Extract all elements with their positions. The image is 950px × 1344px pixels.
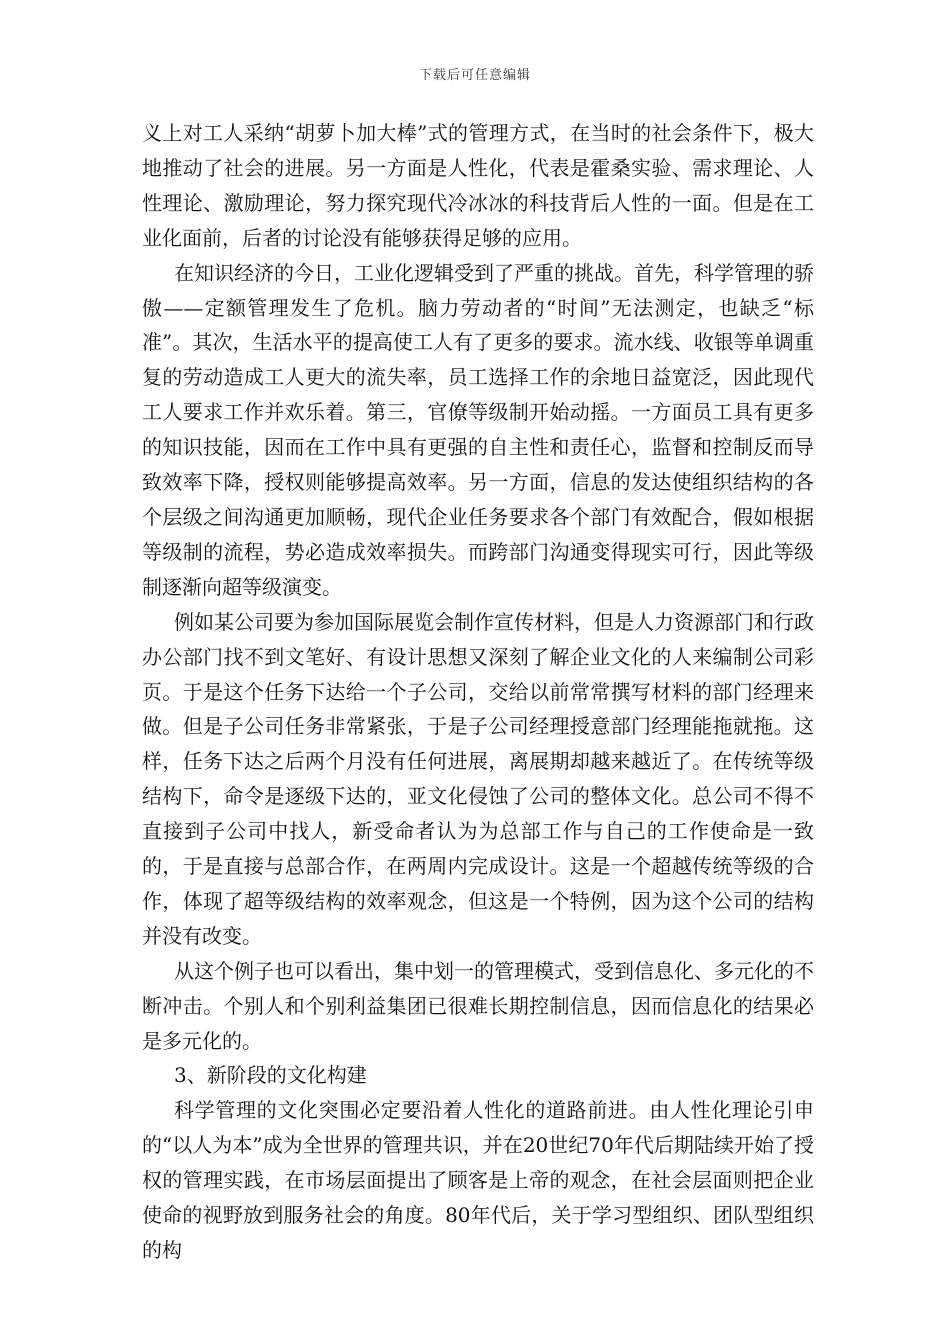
section-heading: 3、新阶段的文化构建 [174, 1063, 367, 1088]
paragraph-example-conclusion: 从这个例子也可以看出，集中划一的管理模式，受到信息化、多元化的不断冲击。个别人和个别利益集团已很难长期控制信息，因而信息化的结果必是多元化的。 [142, 958, 814, 1053]
paragraph-continuation: 义上对工人采纳“胡萝卜加大棒”式的管理方式，在当时的社会条件下，极大地推动了社会的进展。另一方面是人性化，代表是霍桑实验、需求理论、人性理论、激励理论，努力探究现代冷冰冰的科技背后人性的一面。但是在工业化面前，后者的讨论没有能够获得足够的应用。 [142, 121, 814, 250]
paragraph-company-example: 例如某公司要为参加国际展览会制作宣传材料，但是人力资源部门和行政办公部门找不到文笔好、有设计思想又深刻了解企业文化的人来编制公司彩页。于是这个任务下达给一个子公司，交给以前常常撰写材料的部门经理来做。但是子公司任务非常紧张，于是子公司经理授意部门经理能拖就拖。这样，任务下达之后两个月没有任何进展，离展期却越来越近了。在传统等级结构下，命令是逐级下达的，亚文化侵蚀了公司的整体文化。总公司不得不直接到子公司中找人，新受命者认为为总部工作与自己的工作使命是一致的，于是直接与总部合作，在两周内完成设计。这是一个超越传统等级的合作，体现了超等级结构的效率观念，但这是一个特例，因为这个公司的结构并没有改变。 [142, 609, 814, 948]
paragraph-humanization: 科学管理的文化突围必定要沿着人性化的道路前进。由人性化理论引申的“以人为本”成为全世界的管理共识，并在20世纪70年代后期陆续开始了授权的管理实践，在市场层面提出了顾客是上帝的观念，在社会层面则把企业使命的视野放到服务社会的角度。80年代后，关于学习型组织、团队型组织的构 [142, 1098, 814, 1262]
page-header: 下载后可任意编辑 [418, 68, 531, 83]
document-body [142, 116, 814, 1268]
paragraph-knowledge-economy: 在知识经济的今日，工业化逻辑受到了严重的挑战。首先，科学管理的骄傲——定额管理发生了危机。脑力劳动者的“时间”无法测定，也缺乏“标准”。其次，生活水平的提高使工人有了更多的要求。流水线、收银等单调重复的劳动造成工人更大的流失率，员工选择工作的余地日益宽泛，因此现代工人要求工作并欢乐着。第三，官僚等级制开始动摇。一方面员工具有更多的知识技能，因而在工作中具有更强的自主性和责任心，监督和控制反而导致效率下降，授权则能够提高效率。另一方面，信息的发达使组织结构的各个层级之间沟通更加顺畅，现代企业任务要求各个部门有效配合，假如根据等级制的流程，势必造成效率损失。而跨部门沟通变得现实可行，因此等级制逐渐向超等级演变。 [142, 260, 814, 599]
